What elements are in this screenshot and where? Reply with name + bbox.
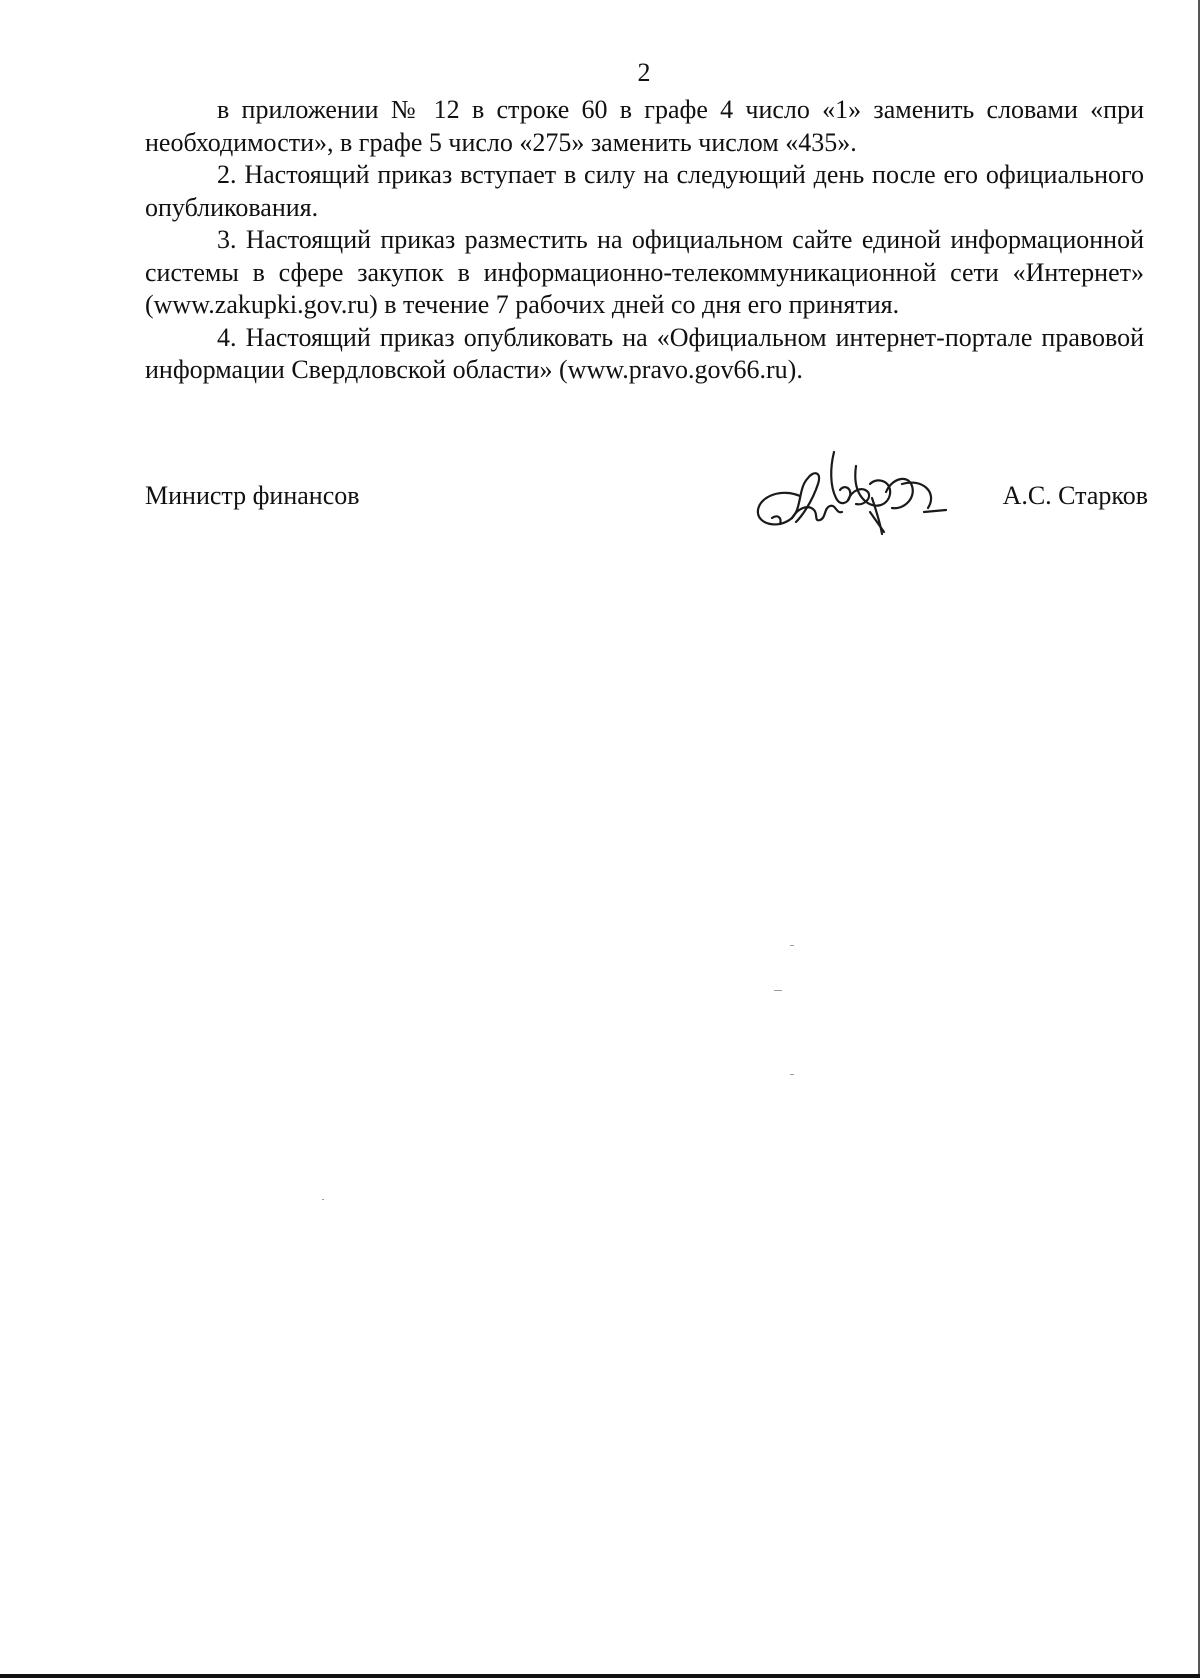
signature-block	[145, 480, 1148, 520]
document-body	[145, 94, 1144, 387]
scan-speck	[774, 990, 782, 991]
signer-name: А.С. Старков	[1002, 481, 1148, 510]
page-number: 2	[637, 58, 651, 87]
paragraph-publication-zakupki: 3. Настоящий приказ разместить на официальном сайте единой информационной системы в сфере закупок в информационно-телекоммуникационной сети «Интернет» (www.zakupki.gov.ru) в течение 7 рабочих дней со дня его принятия.	[145, 225, 1144, 319]
scan-bottom-edge	[0, 1674, 1200, 1678]
handwritten-signature	[752, 448, 947, 538]
scan-speck	[322, 1199, 324, 1200]
paragraph-publication-pravo: 4. Настоящий приказ опубликовать на «Официальном интернет-портале правовой информации Свердловской области» (www.pravo.gov66.ru).	[145, 322, 1144, 384]
paragraph-amendment: в приложении № 12 в строке 60 в графе 4 число «1» заменить словами «при необходимости», в графе 5 число «275» заменить числом «435».	[145, 95, 1144, 157]
paragraph-effective-date: 2. Настоящий приказ вступает в силу на следующий день после его официального опубликования.	[145, 160, 1144, 222]
scan-speck	[790, 945, 794, 946]
scan-speck	[790, 1074, 794, 1075]
signer-position: Министр финансов	[145, 481, 360, 510]
